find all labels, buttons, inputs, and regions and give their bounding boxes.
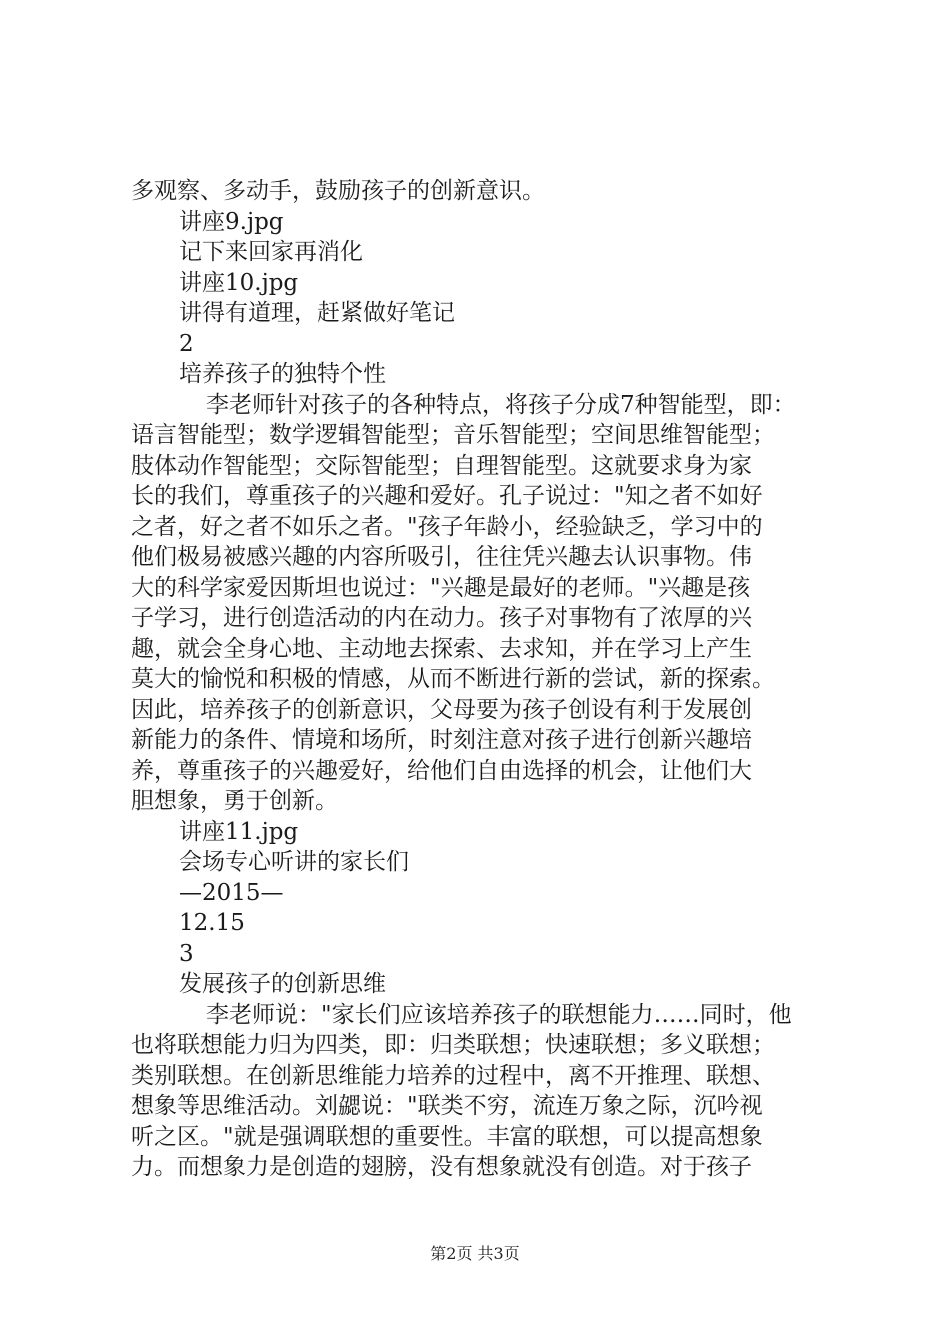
paragraph-line: 子学习，进行创造活动的内在动力。孩子对事物有了浓厚的兴: [131, 605, 752, 631]
text-line: 多观察、多动手，鼓励孩子的创新意识。: [131, 178, 545, 204]
paragraph-line: 想象等思维活动。刘勰说："联类不穷，流连万象之际，沉吟视: [131, 1093, 763, 1119]
section-number: 2: [179, 330, 194, 357]
paragraph-line: 肢体动作智能型；交际智能型；自理智能型。这就要求身为家: [131, 452, 752, 479]
paragraph-line: 李老师说："家长们应该培养孩子的联想能力……同时，他: [183, 1001, 792, 1028]
paragraph-line: 也将联想能力归为四类，即：归类联想；快速联想；多义联想；: [131, 1032, 775, 1058]
image-caption-filename: 讲座10.jpg: [179, 269, 299, 296]
paragraph-line: 他们极易被感兴趣的内容所吸引，往往凭兴趣去认识事物。伟: [131, 544, 752, 570]
paragraph-line: 大的科学家爱因斯坦也说过："兴趣是最好的老师。"兴趣是孩: [131, 574, 751, 601]
paragraph-line: 长的我们，尊重孩子的兴趣和爱好。孔子说过："知之者不如好: [131, 483, 763, 509]
paragraph-line: 趣，就会全身心地、主动地去探索、去求知，并在学习上产生: [131, 635, 752, 662]
section-heading: 培养孩子的独特个性: [179, 361, 386, 387]
paragraph-line: 类别联想。在创新思维能力培养的过程中，离不开推理、联想、: [131, 1062, 775, 1089]
date-day: 12.15: [179, 910, 245, 936]
image-caption-filename: 讲座11.jpg: [179, 818, 299, 845]
paragraph-line: 养，尊重孩子的兴趣爱好，给他们自由选择的机会，让他们大: [131, 757, 752, 784]
image-caption: 讲得有道理，赶紧做好笔记: [179, 300, 455, 326]
page-footer: 第2页 共3页: [430, 1244, 520, 1263]
paragraph-line: 胆想象，勇于创新。: [131, 788, 338, 814]
paragraph-line: 新能力的条件、情境和场所，时刻注意对孩子进行创新兴趣培: [131, 727, 752, 753]
date-year: —2015—: [179, 879, 284, 906]
body-paragraph: [131, 1000, 851, 1183]
paragraph-line: 语言智能型；数学逻辑智能型；音乐智能型；空间思维智能型；: [131, 422, 775, 448]
paragraph-line: 因此，培养孩子的创新意识，父母要为孩子创设有利于发展创: [131, 696, 752, 723]
paragraph-line: 力。而想象力是创造的翅膀，没有想象就没有创造。对于孩子: [131, 1154, 752, 1180]
section-number: 3: [179, 940, 194, 967]
paragraph-line: 之者，好之者不如乐之者。"孩子年龄小，经验缺乏，学习中的: [131, 513, 763, 540]
image-caption-filename: 讲座9.jpg: [179, 208, 284, 235]
body-paragraph: [131, 390, 851, 817]
image-caption: 会场专心听讲的家长们: [179, 849, 409, 875]
paragraph-line: 李老师针对孩子的各种特点，将孩子分成7种智能型，即：: [183, 391, 796, 418]
image-caption: 记下来回家再消化: [179, 239, 363, 265]
paragraph-line: 莫大的愉悦和积极的情感，从而不断进行新的尝试，新的探索。: [131, 666, 775, 692]
page-content: [131, 176, 851, 1183]
section-heading: 发展孩子的创新思维: [179, 971, 386, 997]
paragraph-line: 听之区。"就是强调联想的重要性。丰富的联想，可以提高想象: [131, 1123, 763, 1150]
